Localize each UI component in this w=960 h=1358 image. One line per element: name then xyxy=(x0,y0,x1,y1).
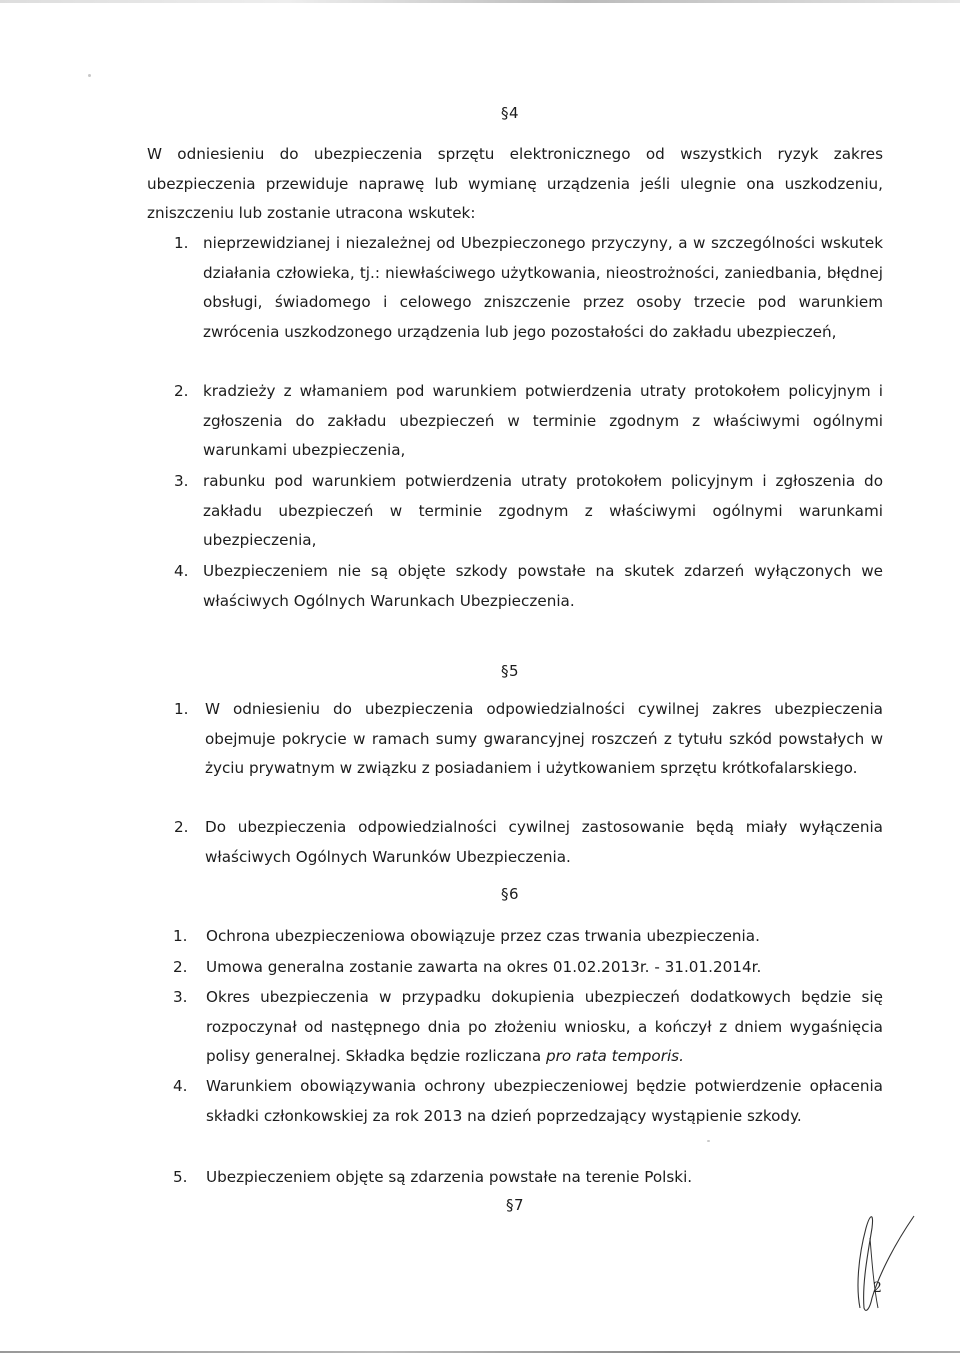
list-number: 4. xyxy=(173,1077,188,1095)
list-text-italic: pro rata temporis. xyxy=(546,1047,684,1066)
list-text: Ubezpieczeniem nie są objęte szkody powstałe na skutek zdarzeń wyłączonych we właściwych Ogólnych Warunkach Ubezpieczenia. xyxy=(203,562,883,610)
list-text: nieprzewidzianej i niezależnej od Ubezpieczonego przyczyny, a w szczególności wskutek działania człowieka, tj.: niewłaściwego użytkowania, nieostrożności, zaniedbania, błędnej obsługi, świadomego i celowego zniszczenie przez osoby trzecie pod warunkiem zwrócenia uszkodzonego urządzenia lub jego pozostałości do zakładu ubezpieczeń, xyxy=(203,234,883,341)
section-heading: §5 xyxy=(501,662,520,680)
section-heading: §4 xyxy=(501,104,520,122)
list-number: 3. xyxy=(174,472,189,490)
section-intro: W odniesieniu do ubezpieczenia sprzętu elektronicznego od wszystkich ryzyk zakres ubezpieczenia przewiduje naprawę lub wymianę urządzenia jeśli ulegnie ona uszkodzeniu, zniszczeniu lub zostanie utracona wskutek: xyxy=(147,145,883,223)
list-text: W odniesieniu do ubezpieczenia odpowiedzialności cywilnej zakres ubezpieczenia obejmuje pokrycie w ramach sumy gwarancyjnej roszczeń z tytułu szkód powstałych w życiu prywatnym w związku z posiadaniem i użytkowaniem sprzętu krótkofalarskiego. xyxy=(205,700,883,778)
section-heading: §7 xyxy=(506,1196,525,1214)
list-text: Umowa generalna zostanie zawarta na okres 01.02.2013r. - 31.01.2014r. xyxy=(206,958,762,976)
page-number: 2 xyxy=(873,1280,882,1296)
list-number: 2. xyxy=(173,958,188,976)
list-text: rabunku pod warunkiem potwierdzenia utraty protokołem policyjnym i zgłoszenia do zakładu ubezpieczeń w terminie zgodnym z właściwymi ogólnymi warunkami ubezpieczenia, xyxy=(203,472,883,550)
scan-edge-top xyxy=(0,0,960,3)
list-text: Ubezpieczeniem objęte są zdarzenia powstałe na terenie Polski. xyxy=(206,1168,693,1186)
list-number: 5. xyxy=(173,1168,188,1186)
scan-speck xyxy=(88,74,91,77)
list-number: 3. xyxy=(173,988,188,1006)
scan-speck xyxy=(707,1140,710,1142)
section-heading: §6 xyxy=(501,885,520,903)
list-text-regular: Okres ubezpieczenia w przypadku dokupienia ubezpieczeń dodatkowych będzie się rozpoczynał od następnego dnia po złożeniu wniosku, a kończył z dniem wygaśnięcia polisy generalnej. Składka będzie rozliczana xyxy=(206,988,883,1066)
signature-initials xyxy=(852,1208,922,1318)
list-text: kradzieży z włamaniem pod warunkiem potwierdzenia utraty protokołem policyjnym i zgłoszenia do zakładu ubezpieczeń w terminie zgodnym z właściwymi ogólnymi warunkami ubezpieczenia, xyxy=(203,382,883,460)
list-number: 4. xyxy=(174,562,189,580)
list-number: 2. xyxy=(174,382,189,400)
scan-edge-bottom xyxy=(0,1351,960,1353)
list-text xyxy=(206,983,883,1072)
list-text: Warunkiem obowiązywania ochrony ubezpieczeniowej będzie potwierdzenie opłacenia składki członkowskiej za rok 2013 na dzień poprzedzający wystąpienie szkody. xyxy=(206,1077,883,1125)
list-text: Do ubezpieczenia odpowiedzialności cywilnej zastosowanie będą miały wyłączenia właściwych Ogólnych Warunków Ubezpieczenia. xyxy=(205,818,883,866)
list-number: 1. xyxy=(173,927,188,945)
list-number: 1. xyxy=(174,234,189,252)
list-number: 2. xyxy=(174,818,189,836)
list-number: 1. xyxy=(174,700,189,718)
list-text: Ochrona ubezpieczeniowa obowiązuje przez czas trwania ubezpieczenia. xyxy=(206,927,760,945)
